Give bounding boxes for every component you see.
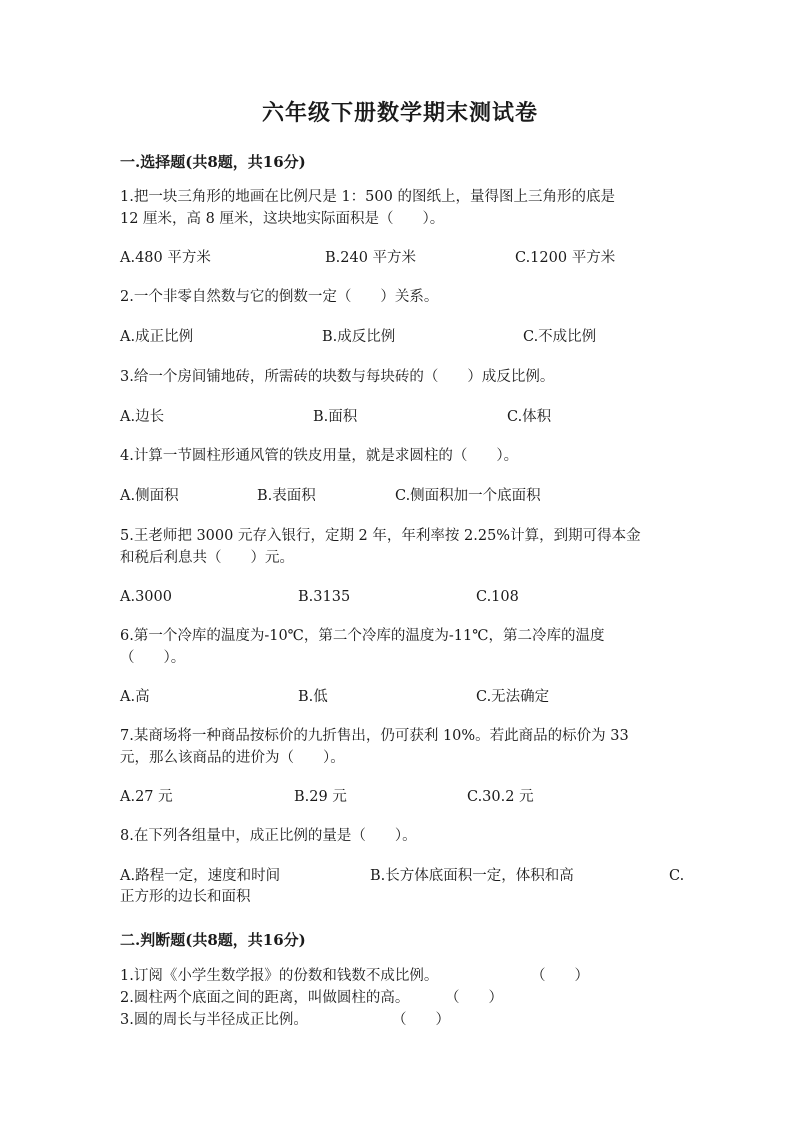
judgment-text: 1.订阅《小学生数学报》的份数和钱数不成比例。 bbox=[120, 968, 439, 984]
answer-blank: （ ） bbox=[531, 968, 589, 984]
option-c: C.体积 bbox=[507, 409, 552, 425]
option-b: B.长方体底面积一定，体积和高 bbox=[370, 868, 574, 884]
option-a: A.3000 bbox=[120, 589, 172, 605]
question-line: 5.王老师把 3000 元存入银行，定期 2 年，年利率按 2.25%计算，到期可得本金 bbox=[120, 528, 641, 544]
option-a: A.成正比例 bbox=[120, 329, 194, 345]
option-b: B.低 bbox=[298, 689, 328, 705]
option-a: A.27 元 bbox=[120, 789, 173, 805]
question-line: 6.第一个冷库的温度为-10℃，第二个冷库的温度为-11℃，第二冷库的温度 bbox=[120, 628, 605, 644]
section-heading-judgment: 二.判断题(共8题，共16分) bbox=[120, 931, 306, 949]
option-a: A.侧面积 bbox=[120, 488, 179, 504]
question-line: 3.给一个房间铺地砖，所需砖的块数与每块砖的（ ）成反比例。 bbox=[120, 369, 555, 385]
question-line: 8.在下列各组量中，成正比例的量是（ ）。 bbox=[120, 828, 417, 844]
question-line: 1.把一块三角形的地画在比例尺是 1：500 的图纸上，量得图上三角形的底是 bbox=[120, 189, 615, 205]
question-line: 4.计算一节圆柱形通风管的铁皮用量，就是求圆柱的（ ）。 bbox=[120, 448, 519, 464]
option-c: C. bbox=[669, 868, 685, 884]
option-b: B.240 平方米 bbox=[325, 250, 417, 266]
judgment-text: 2.圆柱两个底面之间的距离，叫做圆柱的高。 bbox=[120, 990, 410, 1006]
option-c: C.侧面积加一个底面积 bbox=[395, 488, 541, 504]
question-line: 和税后利息共（ ）元。 bbox=[120, 550, 294, 566]
option-c: C.无法确定 bbox=[476, 689, 550, 705]
question-line: 2.一个非零自然数与它的倒数一定（ ）关系。 bbox=[120, 289, 439, 305]
option-b: B.面积 bbox=[313, 409, 358, 425]
answer-blank: （ ） bbox=[445, 990, 503, 1006]
question-line: 7.某商场将一种商品按标价的九折售出，仍可获利 10%。若此商品的标价为 33 bbox=[120, 728, 629, 744]
option-c: C.不成比例 bbox=[523, 329, 597, 345]
answer-blank: （ ） bbox=[392, 1012, 450, 1028]
question-line: 元，那么该商品的进价为（ ）。 bbox=[120, 750, 345, 766]
option-b: B.表面积 bbox=[257, 488, 316, 504]
option-c: C.1200 平方米 bbox=[515, 250, 616, 266]
option-a: A.高 bbox=[120, 689, 150, 705]
question-line: 12 厘米，高 8 厘米，这块地实际面积是（ ）。 bbox=[120, 211, 445, 227]
judgment-text: 3.圆的周长与半径成正比例。 bbox=[120, 1012, 308, 1028]
option-c: C.108 bbox=[476, 589, 519, 605]
option-b: B.29 元 bbox=[294, 789, 347, 805]
option-c: C.30.2 元 bbox=[467, 789, 534, 805]
option-b: B.成反比例 bbox=[322, 329, 396, 345]
question-line: （ ）。 bbox=[120, 650, 186, 666]
section-heading-choice: 一.选择题(共8题，共16分) bbox=[120, 153, 306, 171]
option-b: B.3135 bbox=[298, 589, 351, 605]
option-a: A.边长 bbox=[120, 409, 165, 425]
option-c-continued: 正方形的边长和面积 bbox=[120, 889, 251, 905]
option-a: A.480 平方米 bbox=[120, 250, 211, 266]
page-title: 六年级下册数学期末测试卷 bbox=[261, 100, 538, 126]
option-a: A.路程一定，速度和时间 bbox=[120, 868, 281, 884]
